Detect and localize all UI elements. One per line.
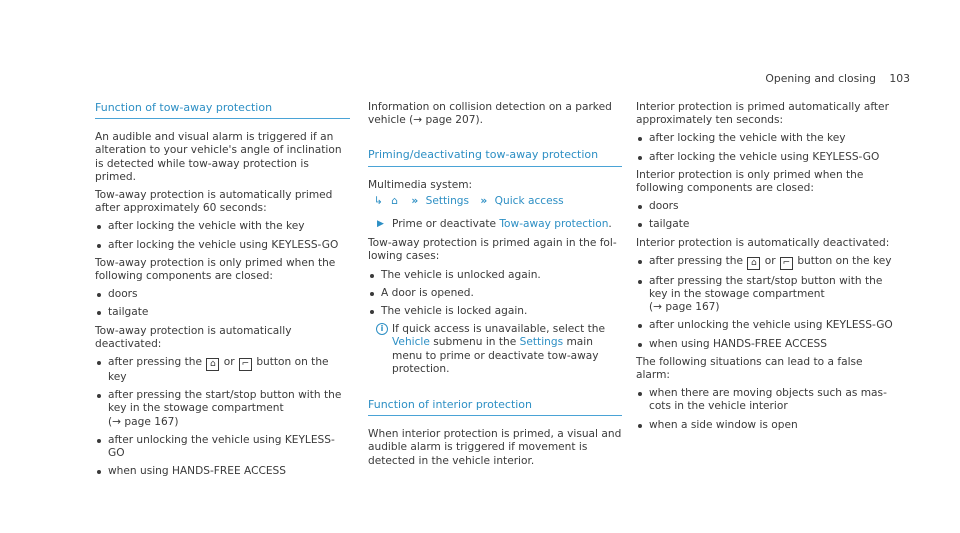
menu-path (368, 195, 622, 208)
list-item: tailgate (636, 218, 896, 231)
column-left (95, 101, 350, 483)
column-middle (368, 101, 622, 473)
list-item: tailgate (95, 306, 350, 319)
list-item: when there are moving objects such as mascots in the vehicle interior (636, 387, 896, 413)
list-item: doors (636, 200, 896, 213)
bullet-list (636, 387, 896, 432)
action-text: . (608, 218, 612, 231)
list-item: when a side window is open (636, 419, 896, 432)
spacer (368, 382, 622, 398)
paragraph: Tow-away protection is primed again in the following cases: (368, 237, 617, 263)
bullet-list (636, 255, 896, 351)
list-item-text: or (764, 254, 776, 267)
list-item-text: button on the key (797, 254, 892, 267)
page-reference: (→ page 167) (108, 415, 179, 428)
section-title: Opening and closing (765, 72, 876, 85)
list-item-text: button on the key (108, 356, 329, 384)
info-icon: i (376, 323, 388, 335)
list-item: after locking the vehicle with the key (95, 220, 350, 233)
list-item: after locking the vehicle using KEYLESS-GO (95, 239, 350, 252)
column-right (636, 101, 896, 437)
menu-path-quick-access: Quick access (494, 194, 564, 207)
paragraph: Interior protection is primed automatically after approximately ten seconds: (636, 101, 889, 127)
unlock-key-icon: ⌐ (780, 257, 793, 270)
bullet-list (368, 269, 622, 319)
info-note (368, 323, 622, 376)
paragraph: Multimedia system: (368, 178, 473, 191)
list-item: after locking the vehicle with the key (636, 132, 896, 145)
note-text: main menu to prime or deactivate tow-away protection. (392, 336, 599, 375)
menu-path-settings: Settings (425, 194, 470, 207)
lock-key-icon: ⌂ (747, 257, 760, 270)
paragraph: The following situations can lead to a false alarm: (636, 355, 863, 382)
bullet-list (636, 200, 896, 231)
note-text: If quick access is unavailable, select the (392, 323, 606, 336)
list-item (636, 255, 896, 270)
heading-priming-deactivating: Priming/deactivating tow-away protection (368, 148, 622, 166)
bullet-list (95, 220, 350, 251)
unlock-key-icon: ⌐ (239, 358, 252, 371)
list-item: A door is opened. (368, 287, 622, 300)
action-triangle-icon: ▶ (377, 219, 384, 230)
paragraph: Interior protection is only primed when the following components are closed: (636, 168, 864, 195)
paragraph: When interior protection is primed, a visual and audible alarm is triggered if movement is detected in the vehicle interior. (368, 428, 622, 467)
paragraph: Tow-away protection is automatically deactivated: (95, 324, 292, 350)
list-item: after unlocking the vehicle using KEYLESS-GO (636, 319, 896, 332)
list-item-text: after pressing the (108, 356, 202, 369)
list-item (636, 275, 896, 315)
list-item: after unlocking the vehicle using KEYLESS-GO (95, 434, 350, 460)
paragraph: An audible and visual alarm is triggered if an alteration to your vehicle's angle of inclination is detected while tow-away protection is primed. (95, 131, 342, 183)
note-text: submenu in the (433, 336, 517, 349)
bullet-list (636, 132, 896, 163)
bullet-list (95, 288, 350, 319)
list-item: when using HANDS-FREE ACCESS (636, 338, 896, 351)
list-item-text: after pressing the start/stop button with the key in the stowage compartment (108, 389, 342, 415)
page-header (765, 72, 910, 85)
list-item-text: after pressing the start/stop button with the key in the stowage compartment (649, 274, 883, 301)
spacer (368, 132, 622, 148)
nav-arrow-icon: ↳ (374, 194, 383, 207)
bullet-list (95, 356, 350, 478)
list-item: doors (95, 288, 350, 301)
page-reference: (→ page 167) (649, 301, 720, 314)
page-number: 103 (889, 72, 910, 85)
menu-item-settings: Settings (519, 336, 564, 349)
menu-item-tow-away-protection: Tow-away protection (499, 218, 609, 231)
list-item-text: or (223, 356, 235, 369)
list-item: The vehicle is locked again. (368, 305, 622, 318)
lock-key-icon: ⌂ (206, 358, 219, 371)
menu-item-vehicle: Vehicle (392, 336, 430, 349)
list-item: when using HANDS-FREE ACCESS (95, 465, 350, 478)
double-chevron-icon: » (480, 194, 488, 207)
action-step (368, 218, 622, 231)
paragraph: Tow-away protection is automatically primed after approximately 60 seconds: (95, 189, 333, 215)
heading-interior-protection: Function of interior protection (368, 398, 622, 416)
paragraph: Information on collision detection on a parked vehicle (→ page 207). (368, 101, 612, 127)
paragraph: Interior protection is automatically deactivated: (636, 236, 890, 249)
double-chevron-icon: » (411, 194, 419, 207)
action-text: Prime or deactivate (392, 218, 496, 231)
heading-tow-away-function: Function of tow-away protection (95, 101, 350, 119)
paragraph: Tow-away protection is only primed when the following components are closed: (95, 256, 336, 283)
list-item: The vehicle is unlocked again. (368, 269, 622, 282)
home-icon: ⌂ (391, 194, 398, 207)
list-item (95, 389, 350, 429)
list-item: after locking the vehicle using KEYLESS-GO (636, 151, 896, 164)
list-item-text: after pressing the (649, 254, 743, 267)
list-item (95, 356, 350, 384)
